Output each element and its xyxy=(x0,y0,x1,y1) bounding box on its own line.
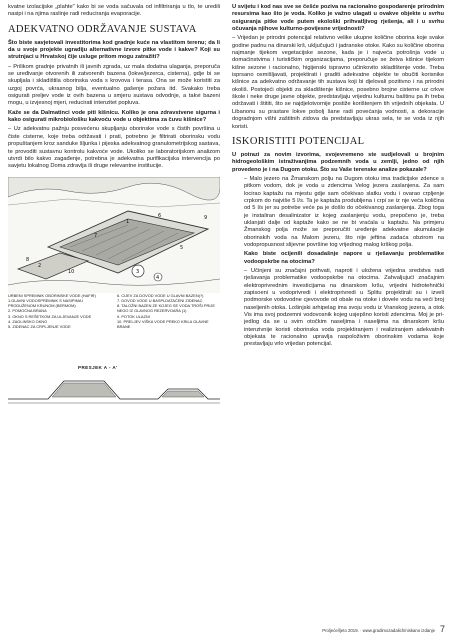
reservoir-drawing xyxy=(8,177,220,293)
legend-item: 2. POMOĆNA BRANA xyxy=(8,308,47,314)
answer-paragraph: – Uz adekvatnu pažnju posvećenu skupljanju oborinske vode s čistih površina u čiste cisterne, koje treba održavati i prati, potrebno je filtrirati oborinsku vodu propuštanjem kroz sanduke šljunka i pijeska adekvatnog granulometrijskog sastava, te provoditi sustavnu kontrolu kakvoće vode. Ukoliko se laboratorijskom analizom utvrdi bilo kakvo zagađenje, potrebna je adekvatna purifikacijska intervencija po savjetu lokalnog Doma zdravlja ili druge relevantne institucije. xyxy=(8,126,220,170)
footer-text: Proljeće/ljeto 2019. · www.gradimozadalich/niskano izdanje xyxy=(322,628,435,633)
page-number: 7 xyxy=(439,624,445,634)
legend-item: 3. OKNO S REŠETKOM ZA ULJEVANJE VODE xyxy=(8,313,92,319)
question-paragraph: U potrazi za novim izvorima, svojevremeno ste sudjelovali u brojnim hidrogeološkim istraživanjima podzemnih voda u zemlji, jedno od njih provedeno je i na Dugom otoku. Što su Vaše terenske analize pokazale? xyxy=(232,151,444,173)
illustration-legend xyxy=(8,293,220,363)
svg-text:8: 8 xyxy=(26,256,30,263)
question-paragraph: Kaže se da Dalmatinci vode piti kišnicu. Koliko je ona zdravstvene sigurna i kako osigurati mikrobiološku kakvoću vode u objektima za čuvu kišnice? xyxy=(8,109,220,124)
question-paragraph: Što biste savjetovali investitorima kod gradnje kuće na vlastitom terenu; da li da u svoje projekte ugradiju alternativne izvore pitke vode i kakve? Koji su strutnjaci u Hrvatskoj čije usluge pritom mogu zatražiti? xyxy=(8,39,220,61)
legend-item: 9. POTOK ULAZNI xyxy=(117,313,150,319)
legend-item: 4. ZAGLINSKO OKNO xyxy=(8,319,48,325)
svg-text:7: 7 xyxy=(94,232,98,239)
legend-item: 1.GLAVNI VODOSPREMNIK S NASIPIMA I PRODUŽENOM KRUNOM (BERMOM) xyxy=(8,297,84,309)
svg-text:2: 2 xyxy=(38,262,42,269)
cross-section-svg xyxy=(8,365,220,405)
svg-text:9: 9 xyxy=(204,214,208,221)
cross-section-label: PRESJEK A - A' xyxy=(78,364,118,370)
legend-item: URBENI SPREMNIK OBORINSKE VODE (HAFIR) xyxy=(8,292,96,298)
legend-column-1 xyxy=(8,293,111,363)
intro-paragraph: kvatne izolacijske „plahte" kako bi se voda sačuvala od infiltriranja u tlo, te uredili nasipi i na njima raslinje radi reduciranja evaporacije. xyxy=(8,4,220,18)
section-heading-potential: ISKORISTITI POTENCIJAL xyxy=(232,135,365,147)
answer-paragraph: – Prilikom gradnje privatnih ili javnih zgrada, uz mala dodatna ulaganja, preporuča se uređivanje otvorenih ili zatvorenih bazena (lokve/jezerca, cisterna), gdje bi se skupljala i skladištila oborinska voda s krovova i terasa. Ona se može koristiti za uzgoj povrća, ukrasnog bilja, eventualno gašenje požara itd. Svakako treba osigurati preljev vode iz ovih bazena u smjeru sustava odvodnje, a takvi bazeni mogu, u izvjesnoj mjeri, reducirati intenzitet popluva. xyxy=(8,63,220,107)
svg-text:3: 3 xyxy=(136,268,140,275)
reservoir-illustration xyxy=(8,177,220,293)
legend-item: 8. TALOŽNI BAZEN ZE KOJEG SE VODA TROŠI PRIJE NEGO IZ GLAVNOG REZERVOARA (1) xyxy=(117,303,215,314)
section-heading-maintenance: ADEKVATNO ODRŽAVANJE SUSTAVA xyxy=(8,23,197,35)
cross-section-drawing xyxy=(8,365,220,405)
svg-text:6: 6 xyxy=(158,212,162,219)
answer-paragraph: – Vrijedan je prirodni potencijal relativno velike ukupne količine oborina koje svake godine padnu na dinarski krš, uključujući i jadranske otoke. Kako su količine oborina najmanje tijekom vegetacijske sezone, kada je i najveća potrošnja vode u domaćinstvima i turističkim organizacijama, preporučuje se žetva kišnice tijekom kišne sezone i racionalno, higijenski ispravno učinkovito skladištenje vode. Treba isprsano osmišljavati, projektirati i graditi adekvatne objekte te obučiti korisnike kišnice za adekvatno održavanje tih sustava koji bi djelovali pozitivno i na prirodni okoliš. Postojeći objekti za skladištenje kišnice, posebno brojne cisterne uz crkve škole i neke druge javne objekte, predstavljaju vrijednu kulturnu baštinu pa ih treba održavati i štititi, što se najdjelotvornije postiže korištenjem tih vrijednih objekata. U Libanonu su prastare lokve pobolj šane radi povećanja vodnosti, a dekoracije dogradnjom višhi zaštitnih zidova da predstavljaju ukras sela, te se voda iz njih koristi. xyxy=(232,35,444,130)
svg-text:4: 4 xyxy=(156,274,160,281)
svg-text:10: 10 xyxy=(68,268,75,275)
svg-text:1: 1 xyxy=(126,218,130,225)
left-column xyxy=(8,4,220,405)
answer-paragraph: – Učinjeni su značajni pothvati, naproti i uložena vrijedna sredstva radi rješavanja problematike vodoopskrbe na otocima. Zahvaljujući značajnim elektroprivrednim investicijama na dinarskom kršu, vrijedni hidrotehnički zapisoeni u vodoprivredi i elektroprivredi u Splitu projektirali su i izveli podmorske vodovodne cjevovode od obale na otoke i dovele vodu na veći broj naseljenih otoka. Lošinjski arhipelag ima svoju vodu iz Vranskog jezera, a otok Vis ima svoj podzemni vodovosnik kojeg usjepšno koristi zdencima. Moj je prijedlog da se u svim otočkim naseljima i naseljima na dinarskom kršu intenzivnije koristi oborinska voda projektiranjem i realiziranjem adekvatnih objekata te racionalno upravlja raspoloživim oborinskim vodama koje prestavljaju vrlo vrijedan potencijal. xyxy=(244,268,444,348)
legend-item: 5. ZIDENAC ZA CRPLJENJE VODE xyxy=(8,324,71,330)
legend-item: 6. CIJEV ZA DOVOD VODE U GLAVNI BAZEN(?) xyxy=(117,292,204,298)
svg-text:5: 5 xyxy=(180,244,184,251)
legend-item: 7. DOVOD VODE U BASPLDATAĆENI ZIDENAC xyxy=(117,297,203,303)
question-paragraph: Kako biste ocijenili dosadašnje napore u rješavanju problematike vodoopskrbe na otocima? xyxy=(244,251,444,265)
question-paragraph: U svijetu i kod nas sve se češće poziva na racionalno gospodarenje prirodnim resursima kao što je voda. Koliko je važno ulagati u ovakve objekte u svrhu osiguranja pitke vode putem ekološki prihvatljivog rješenja, ali i u svrhu očuvanja njihove kulturno-povijesne vrijednosti? xyxy=(232,4,444,33)
legend-column-2 xyxy=(117,293,220,363)
answer-paragraph: – Malo jezero na Žmanskom polju na Dugom otoku ima tradicijske zdence s pitkom vodom, dok je voda u zdencima Velog jezera zaslanjena. Za sam locirao kaptažu na mjestu gdje sam očekivao slatku vodu i ovarao crpljenje crpkom do najviše 5 l/s. Ta je kaptaža produbljena i crpi se iz nje veća količina od 5 l/s jer su potrebe veće pa je došlo do očekivanog zaslanjenja. Zbog toga je instaliran desalinizator iz kojeg zaslanjenju vodu, prepočeno je, treba uklanjati dalje od kaptaže kako se ne bi vraćala u kaptažu. Na primjeru Žmanskog polja može se preporučiti uređenje adekvatne akumulacije oborinskih voda na Malom jezeru, što nije jeftina zadaća obzirom na vodopropusnost slijevne površine tog vrijednog malog krškog polja. xyxy=(244,175,444,248)
legend-item: 10. PRELJEV VIŠKA VODE PREKO KRILA GLAVNE BRANE xyxy=(117,319,209,330)
right-column xyxy=(232,4,444,351)
page-footer xyxy=(322,624,445,634)
